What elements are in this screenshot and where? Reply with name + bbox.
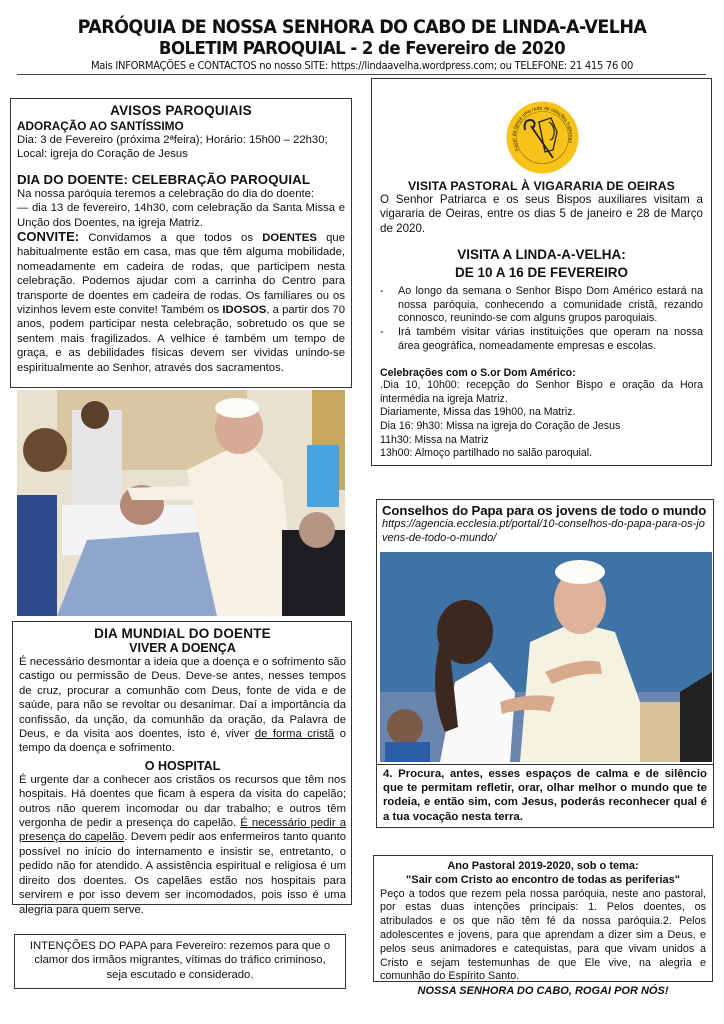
- visita-box: [371, 78, 712, 466]
- adoracao-line2: Local: igreja do Coração de Jesus: [17, 148, 188, 161]
- visita-lv-title-1: VISITA A LINDA-A-VELHA:: [457, 247, 626, 263]
- visita-title: VISITA PASTORAL À VIGARARIA DE OEIRAS: [408, 179, 675, 193]
- dia-doente-intro: Na nossa paróquia teremos a celebração do dia do doente:: [17, 187, 315, 200]
- adoracao-heading: ADORAÇÃO AO SANTÍSSIMO: [17, 119, 184, 133]
- photo-pope-embracing-youth: [380, 552, 712, 762]
- visita-bullet-list: [380, 285, 703, 353]
- intencoes-text: para Fevereiro: rezemos para que o clamor dos irmãos migrantes, vítimas do tráfico criminoso, seja escutado e considerado.: [34, 940, 331, 981]
- ano-pastoral-theme: "Sair com Cristo ao encontro de todas as periferias": [406, 873, 680, 886]
- conselho-quote-box: [376, 764, 714, 828]
- conselho-quote: 4. Procura, antes, esses espaços de calma e de silêncio que te permitam refletir, orar, olhar melhor o mundo que te rodeia, e então sim, com Jesus, poderás reconhecer qual é a tua vocação nesta terra.: [383, 768, 707, 823]
- forma-crista-text: de forma cristã: [254, 728, 335, 741]
- adoracao-line1: Dia: 3 de Fevereiro (próxima 2ªfeira); Horário: 15h00 – 22h30;: [17, 134, 328, 146]
- intencoes-label: INTENÇÕES DO PAPA: [29, 940, 147, 952]
- photo-illustration: [380, 552, 712, 762]
- convite-text-1: Convidamos a que todos os: [79, 232, 263, 245]
- intencoes-box: [14, 934, 346, 989]
- intencoes-paragraph: [25, 939, 335, 982]
- pedir-capelao-text: É necessário pedir a presença do capelão: [19, 817, 346, 844]
- dia-mundial-box: [12, 621, 352, 916]
- dia-mundial-title: DIA MUNDIAL DO DOENTE: [94, 626, 271, 641]
- dia-doente-detail: — dia 13 de fevereiro, 14h30, com celebração da Santa Missa e Unção dos Doentes, na igreja Matriz.: [17, 202, 345, 229]
- hospital-text-1: É urgente dar a conhecer aos cristãos os recursos que têm nos hospitais. Há doentes que ficam à espera da visita do capelão; outros não querem incomodar ou dar trabalho; e outros têm vergonha de pedir a presença do capelão.: [19, 773, 346, 830]
- convite-paragraph: [17, 230, 345, 375]
- celebracao-item: Diariamente, Missa das 19h00, na Matriz.: [380, 406, 576, 419]
- dash-bullet-icon: -: [380, 285, 384, 298]
- convite-text-3: , a partir dos 70 anos, podem participar nesta celebração, sobretudo os que se sentem mais fragilizados. A velhice é também um tempo de graça, e as debilidades físicas devem ser vividas unindo-se espiritualmente ao Senhor, através dos sacramentos.: [17, 304, 345, 374]
- ano-pastoral-title: Ano Pastoral 2019-2020, sob o tema:: [447, 860, 639, 872]
- avisos-title: AVISOS PAROQUIAIS: [110, 103, 252, 118]
- visita-bullet-text: Ao longo da semana o Senhor Bispo Dom Américo estará na nossa paróquia, conhecendo a comunidade cristã, rezando connosco, reunindo-se com alguns grupos paroquiais.: [398, 285, 703, 325]
- bulletin-title: PARÓQUIA DE NOSSA SENHORA DO CABO DE LINDA-A-VELHA: [77, 16, 647, 38]
- celebracao-item: 13h00: Almoço partilhado no salão paroquial.: [380, 447, 593, 460]
- doentes-word: DOENTES: [262, 232, 317, 245]
- visita-bullet: [380, 285, 703, 326]
- celebracao-item: .Dia 10, 10h00: recepção do Senhor Bispo e oração da Hora intermédia na igreja Matriz.: [380, 379, 703, 405]
- blue-folder: [307, 445, 339, 507]
- photo-illustration: [17, 390, 345, 616]
- celebracoes-title: Celebrações com o S.or Dom Américo:: [380, 367, 576, 380]
- hospital-paragraph: [19, 773, 346, 917]
- visita-text: O Senhor Patriarca e os seus Bispos auxiliares visitam a vigararia de Oeiras, entre os dias 5 de janeiro e 28 de Março de 2020.: [380, 193, 703, 235]
- visita-lv-title-2: DE 10 A 16 DE FEVEREIRO: [454, 265, 629, 281]
- ano-pastoral-closing: NOSSA SENHORA DO CABO, ROGAI POR NÓS!: [417, 985, 669, 998]
- viver-doenca-paragraph: [19, 655, 346, 756]
- logo-medallion-icon: [505, 100, 580, 175]
- idosos-word: IDOSOS: [222, 304, 267, 317]
- visita-bullet-text: Irá também visitar várias instituições que operam na nossa área geográfica, nomeadamente empresas e escolas.: [398, 326, 703, 352]
- conselhos-url-link[interactable]: https://agencia.ecclesia.pt/portal/10-conselhos-do-papa-para-os-jovens-de-todo-o-mundo/: [382, 518, 705, 544]
- photo-pope-blessing-sick: [17, 390, 345, 616]
- ano-pastoral-text: Peço a todos que rezem pela nossa paróquia, neste ano pastoral, por estas duas intenções principais: 1. Pelos doentes, os atribulados e os que não têm fé da nossa paróquia.2. Pelos adolescentes e jovens, para que aprendam a dizer sim a Deus, e pelos seus animadores e catequistas, para que vivam unidos a Cristo e sejam testemunhas de que Ele vive, na alegria e comunhão do Espírito Santo.: [380, 887, 706, 983]
- viver-doenca-subtitle: VIVER A DOENÇA: [129, 641, 236, 655]
- dia-doente-heading: DIA DO DOENTE: CELEBRAÇÃO PAROQUIAL: [17, 171, 311, 187]
- convite-text-2: que habitualmente estão em casa, mas que têm alguma mobilidade, nomeadamente em cadeira de rodas, que participem nesta celebração. Podemos ajudar com a carrinha do Centro para transporte de doentes em cadeira de rodas. Os familiares ou os vizinhos levem este convite! Também os: [17, 232, 345, 317]
- celebracao-item: Dia 16: 9h30: Missa na igreja do Coração de Jesus: [380, 419, 621, 432]
- contacts-line: Mais INFORMAÇÕES e CONTACTOS no nosso SITE: https://lindaavelha.wordpress.com; ou TELEFONE: 21 415 76 00: [90, 60, 634, 72]
- avisos-box: [10, 98, 352, 388]
- hospital-title: O HOSPITAL: [144, 758, 221, 773]
- dash-bullet-icon: -: [380, 326, 384, 338]
- viver-doenca-text-2: o tempo da doença e sofrimento.: [19, 728, 346, 755]
- celebracao-item: 11h30: Missa na Matriz: [380, 433, 489, 446]
- bulletin-subtitle: BOLETIM PAROQUIAL - 2 de Fevereiro de 2020: [158, 38, 566, 59]
- hospital-text-2: . Devem pedir aos enfermeiros tanto quanto possível no início do internamento e insistir se, entretanto, o pedido não for atendido. A assistência espiritual e religiosa é um direito dos doentes. Os capelães estão nos hospitais para servirem e por isso devem ser incomodados, pois isso é uma alegria para quem serve.: [19, 831, 346, 916]
- logo-text: Fazer da Igreja uma rede de relações fraternas: [511, 105, 574, 152]
- convite-label: CONVITE:: [17, 229, 80, 245]
- visita-bullet: [380, 326, 703, 353]
- conselhos-title: Conselhos do Papa para os jovens de todo o mundo: [382, 503, 707, 518]
- viver-doenca-text-1: É necessário desmontar a ideia que a doença e o sofrimento são castigo ou permissão de Deus. Deve-se antes, nesses tempos de cruz, procurar a comunhão com Deus, fonte de vida e de saúde, para não se revoltar ou desanimar. Daí a importância da confissão, da unção, da comunhão da oração, da Palavra de Deus, e da visita aos doentes, isto é, viver: [19, 656, 346, 741]
- visita-logo: [505, 100, 580, 175]
- header-divider: [17, 74, 706, 75]
- ano-pastoral-box: [373, 855, 713, 998]
